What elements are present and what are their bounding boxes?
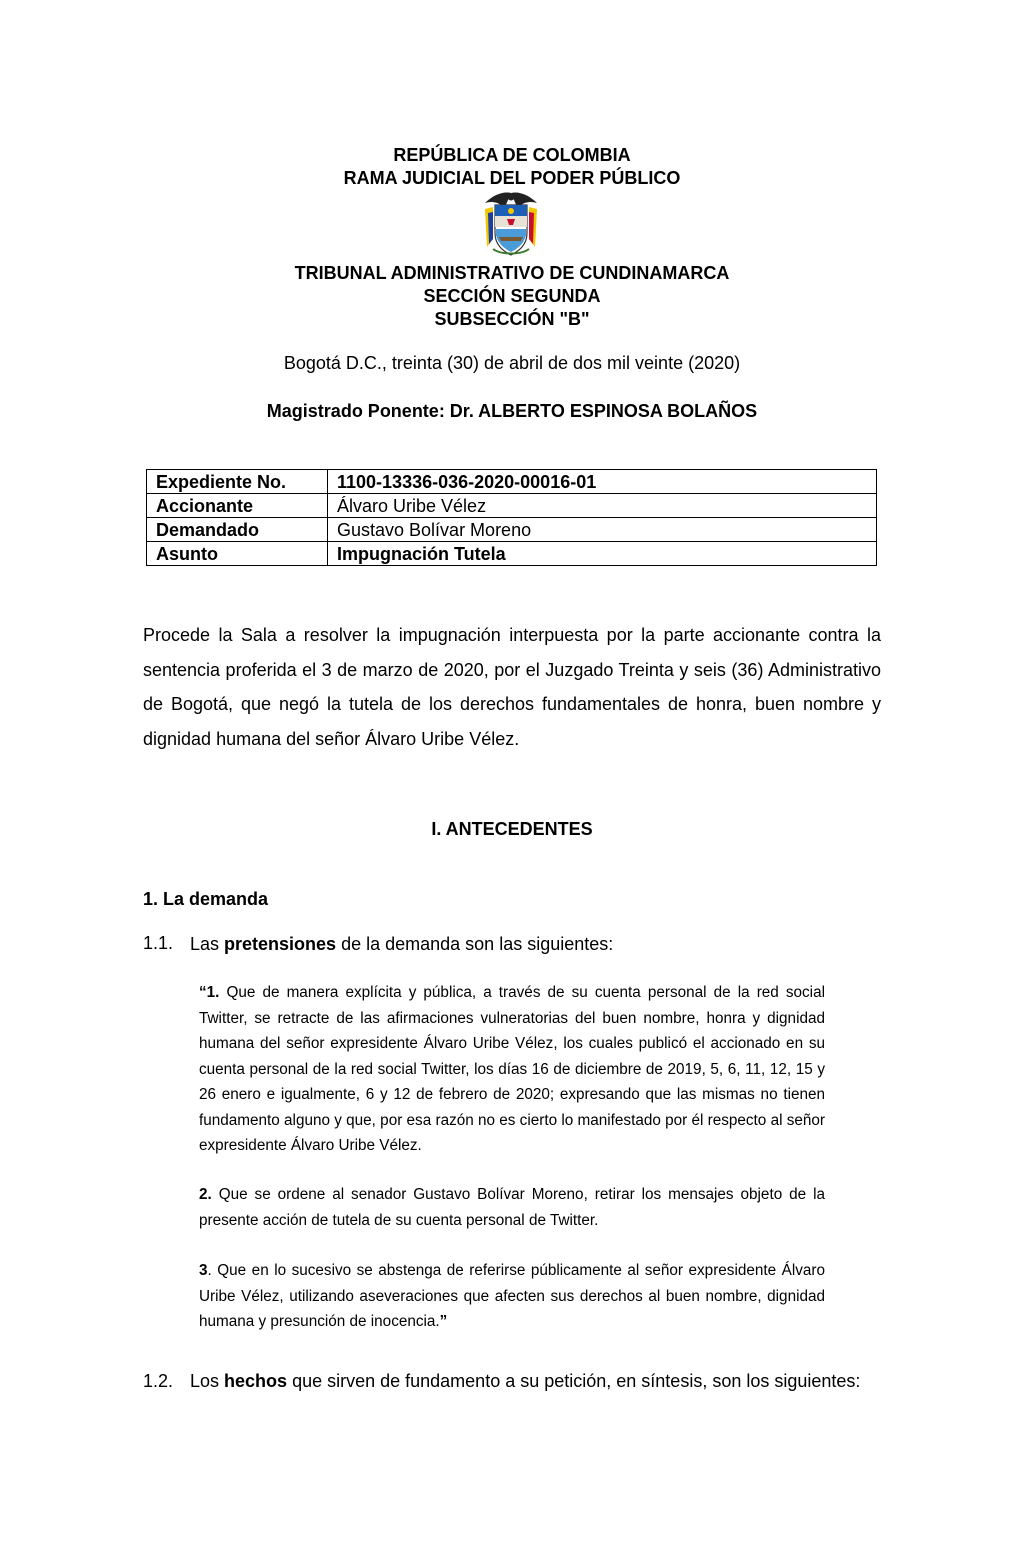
quote-item-2	[199, 1182, 825, 1233]
document-date: Bogotá D.C., treinta (30) de abril de dos mil veinte (2020)	[283, 353, 741, 373]
quote-number: “1.	[199, 984, 220, 1001]
section-title: I. ANTECEDENTES	[431, 819, 593, 839]
table-row	[147, 518, 877, 542]
quote-item-1	[199, 980, 825, 1159]
case-info-table	[146, 469, 877, 566]
item-text-pre: Los	[190, 1371, 225, 1391]
quote-item-3	[199, 1258, 825, 1335]
quote-number: 3	[199, 1262, 208, 1279]
subsection-title: 1. La demanda	[143, 889, 269, 909]
item-text-bold: hechos	[224, 1371, 288, 1391]
intro-paragraph: Procede la Sala a resolver la impugnación interpuesta por la parte accionante contra la sentencia proferida el 3 de marzo de 2020, por el Juzgado Treinta y seis (36) Administrativo de Bogotá, que negó la tutela de los derechos fundamentales de honra, buen nombre y dignidad humana del señor Álvaro Uribe Vélez.	[143, 625, 881, 749]
case-label-accionante: Accionante	[147, 494, 328, 518]
case-value-asunto: Impugnación Tutela	[328, 542, 877, 566]
magistrado-ponente: Magistrado Ponente: Dr. ALBERTO ESPINOSA BOLAÑOS	[266, 401, 758, 421]
item-text-post: que sirven de fundamento a su petición, en síntesis, son los siguientes:	[287, 1371, 861, 1391]
item-text-1-2	[190, 1364, 881, 1398]
case-value-accionante: Álvaro Uribe Vélez	[328, 494, 877, 518]
quote-close-mark: ”	[439, 1313, 448, 1330]
item-text-post: de la demanda son las siguientes:	[336, 934, 614, 954]
table-row	[147, 494, 877, 518]
quote-text: Que de manera explícita y pública, a través de su cuenta personal de la red social Twitter, se retracte de las afirmaciones vulneratorias del buen nombre, honra y dignidad humana del señor expresidente Álvaro Uribe Vélez, los cuales publicó el accionado en su cuenta personal de la red social Twitter, los días 16 de diciembre de 2019, 5, 6, 11, 12, 15 y 26 enero e igualmente, 6 y 12 de febrero de 2020; expresando que las mismas no tienen fundamento alguno y que, por esa razón no es cierto lo manifestado por él respecto al señor expresidente Álvaro Uribe Vélez.	[199, 984, 825, 1154]
header-republic: REPÚBLICA DE COLOMBIA	[393, 145, 631, 165]
item-text-1-1	[190, 933, 881, 955]
header-judicial-branch: RAMA JUDICIAL DEL PODER PÚBLICO	[343, 168, 681, 188]
case-label-demandado: Demandado	[147, 518, 328, 542]
quote-text: . Que en lo sucesivo se abstenga de referirse públicamente al señor expresidente Álvaro Uribe Vélez, utilizando aseveraciones que afecten sus derechos al buen nombre, dignidad humana y presunción de inocencia.	[199, 1262, 825, 1330]
coat-of-arms-icon	[479, 189, 543, 259]
court-subsection: SUBSECCIÓN "B"	[434, 309, 590, 329]
table-row	[147, 470, 877, 494]
table-row	[147, 542, 877, 566]
quote-number: 2.	[199, 1186, 212, 1203]
court-section: SECCIÓN SEGUNDA	[423, 286, 601, 306]
item-text-bold: pretensiones	[224, 934, 337, 954]
item-number-1-1: 1.1.	[143, 933, 174, 953]
case-label-asunto: Asunto	[147, 542, 328, 566]
case-value-demandado: Gustavo Bolívar Moreno	[328, 518, 877, 542]
case-value-expediente: 1100-13336-036-2020-00016-01	[328, 470, 877, 494]
item-number-1-2: 1.2.	[143, 1371, 174, 1391]
item-text-pre: Las	[190, 934, 225, 954]
case-label-expediente: Expediente No.	[147, 470, 328, 494]
quote-text: Que se ordene al senador Gustavo Bolívar Moreno, retirar los mensajes objeto de la presente acción de tutela de su cuenta personal de Twitter.	[199, 1186, 825, 1229]
court-name: TRIBUNAL ADMINISTRATIVO DE CUNDINAMARCA	[294, 263, 730, 283]
